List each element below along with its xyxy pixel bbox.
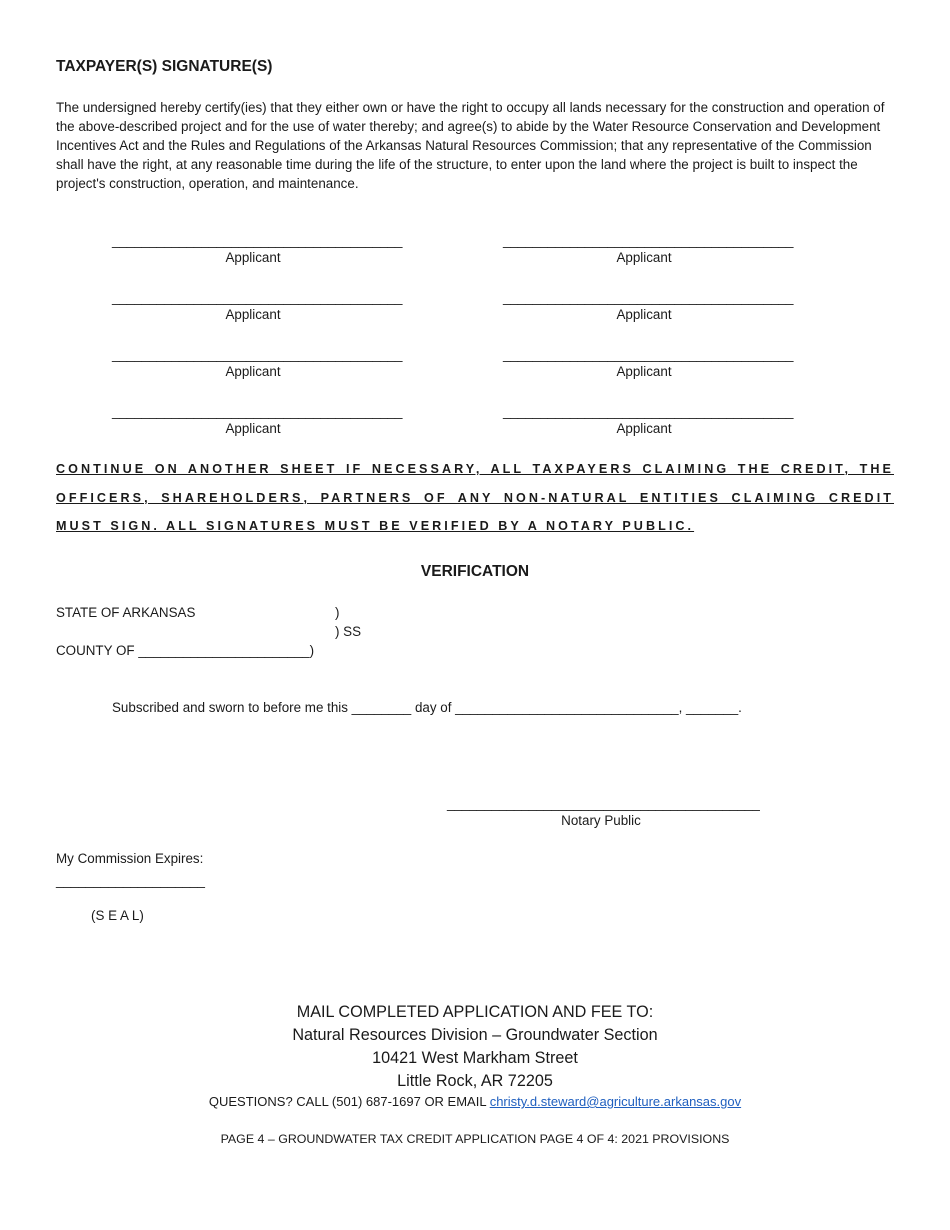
notarization-notice: CONTINUE ON ANOTHER SHEET IF NECESSARY, ALL TAXPAYERS CLAIMING THE CREDIT, THE OFFICERS, SHAREHOLDERS, PARTNERS OF ANY NON-NATURAL ENTITIES CLAIMING CREDIT MUST SIGN. ALL SIGNATURES MUST BE VERIFIED BY A NOTARY PUBLIC. [56, 462, 894, 533]
certification-paragraph: The undersigned hereby certify(ies) that they either own or have the right to occupy all lands necessary for the construction and operation of the above-described project and for the use of water thereby; and agree(s) to abide by the Water Resource Conservation and Development Incentives Act and the Rules and Regulations of the Arkansas Natural Resources Commission; that any representative of the Commission shall have the right, at any reasonable time during the life of the structure, to enter upon the land where the project is built to inspect the project's construction, operation, and maintenance. [56, 100, 885, 191]
mail-street: 10421 West Markham Street [372, 1049, 578, 1067]
notary-label: Notary Public [561, 813, 641, 828]
notary-signature-line: __________________________________________ [447, 796, 760, 811]
page-footer: PAGE 4 – GROUNDWATER TAX CREDIT APPLICATION PAGE 4 OF 4: 2021 PROVISIONS [220, 1132, 730, 1146]
signature-line: _______________________________________ [112, 290, 403, 305]
signature-line: _______________________________________ [503, 347, 794, 362]
state-label: STATE OF ARKANSAS [56, 605, 196, 620]
signature-label: Applicant [616, 307, 672, 322]
signature-label: Applicant [616, 364, 672, 379]
signature-label: Applicant [225, 307, 281, 322]
mail-city: Little Rock, AR 72205 [397, 1072, 553, 1090]
commission-expires-label: My Commission Expires: [56, 851, 204, 866]
section-heading: TAXPAYER(S) SIGNATURE(S) [56, 58, 273, 75]
verification-title: VERIFICATION [420, 563, 530, 580]
contact-email-link[interactable]: christy.d.steward@agriculture.arkansas.gov [489, 1094, 742, 1109]
signature-label: Applicant [616, 421, 672, 436]
mail-division: Natural Resources Division – Groundwater Section [292, 1026, 658, 1044]
signature-line: _______________________________________ [112, 347, 403, 362]
signature-line: _______________________________________ [503, 404, 794, 419]
signature-label: Applicant [225, 250, 281, 265]
bracket-paren: ) [335, 605, 340, 620]
signature-label: Applicant [225, 364, 281, 379]
commission-expires-line: ____________________ [56, 873, 205, 888]
signature-line: _______________________________________ [503, 233, 794, 248]
questions-text: QUESTIONS? CALL (501) 687-1697 OR EMAIL [208, 1094, 490, 1109]
sworn-statement: Subscribed and sworn to before me this ________ day of ______________________________, _______. [112, 700, 742, 715]
signature-label: Applicant [616, 250, 672, 265]
ss-label: ) SS [335, 624, 362, 639]
questions-line [0, 1094, 950, 1109]
signature-line: _______________________________________ [112, 233, 403, 248]
signature-line: _______________________________________ [112, 404, 403, 419]
mail-heading: MAIL COMPLETED APPLICATION AND FEE TO: [296, 1003, 654, 1021]
signature-label: Applicant [225, 421, 281, 436]
seal-placeholder: (S E A L) [91, 908, 144, 923]
county-field: COUNTY OF _______________________) [56, 643, 315, 658]
signature-line: _______________________________________ [503, 290, 794, 305]
